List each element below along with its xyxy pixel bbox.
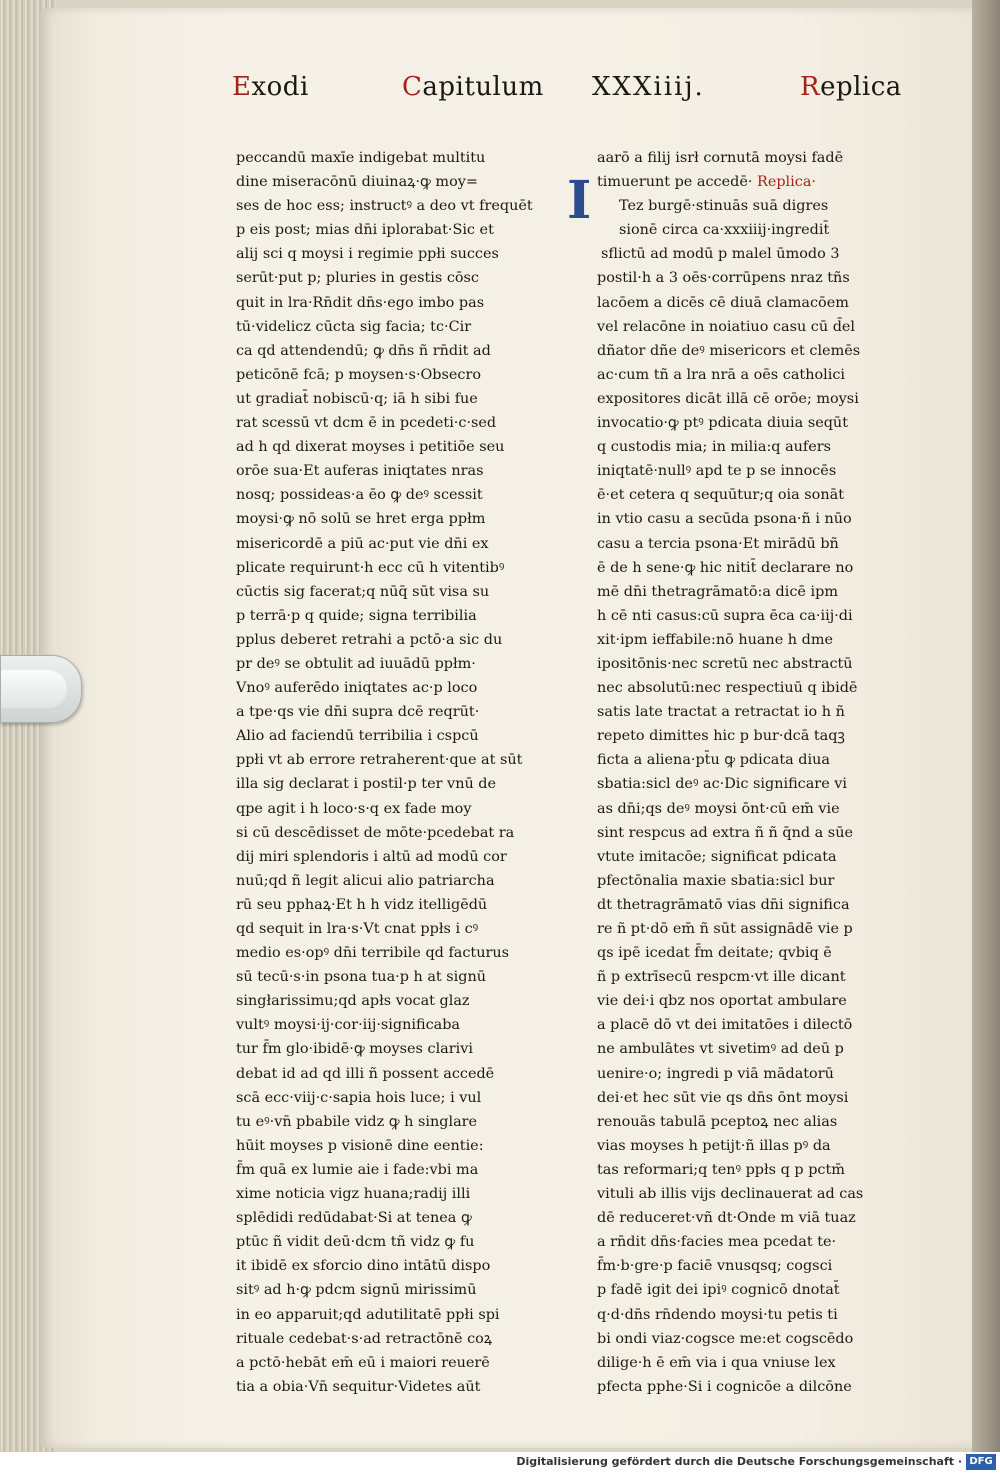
text-line bbox=[597, 1230, 887, 1254]
text-line bbox=[236, 724, 536, 748]
text-line bbox=[597, 266, 887, 290]
text-line bbox=[236, 1086, 536, 1110]
text-line-content: lacōem a dicēs cē diuā clamacōem bbox=[597, 294, 849, 311]
text-line bbox=[597, 315, 887, 339]
text-line bbox=[597, 1375, 887, 1399]
text-line-content: ca qd attendendū; ꝙ dn̄s ñ rn̄dit ad bbox=[236, 342, 491, 359]
text-line-content: ac·cum tñ a lra nrā a oēs catholici bbox=[597, 366, 845, 383]
text-line-content: peccandū maxīe indigebat multitu bbox=[236, 150, 486, 166]
running-head-book-rest: xodi bbox=[251, 72, 309, 102]
text-line bbox=[236, 507, 536, 531]
text-line-content: Tez burgē·stinuās suā digres bbox=[619, 198, 829, 215]
text-line bbox=[597, 387, 887, 411]
text-line-content: rituale cedebat·s·ad retractōnē coꝝ bbox=[236, 1330, 493, 1347]
text-line-content: expositores dicāt illā cē orōe; moysi bbox=[597, 390, 859, 407]
text-line bbox=[236, 869, 536, 893]
text-line-content: ē de h sene·ꝙ hic nitit̄ declarare no bbox=[597, 559, 854, 576]
text-line-content: pplus deberet retrahi a pctō·a sic du bbox=[236, 631, 503, 648]
text-line bbox=[597, 194, 887, 218]
text-line bbox=[236, 893, 536, 917]
text-line bbox=[236, 1037, 536, 1061]
text-line bbox=[236, 1375, 536, 1399]
text-line-content: a tpe·qs vie dn̄i supra dcē reqrūt· bbox=[236, 704, 480, 721]
text-line-content: q custodis mia; in milia:q aufers bbox=[597, 439, 832, 456]
text-line bbox=[236, 242, 536, 266]
text-line-content: ne ambulātes vt sivetimꝰ ad deū p bbox=[597, 1041, 844, 1058]
text-line bbox=[597, 1134, 887, 1158]
text-line-content: ut gradiat̄ nobiscū·q; iā h sibi fue bbox=[236, 390, 478, 407]
text-line bbox=[236, 772, 536, 796]
text-line-content: splēdidi redūdabat·Si at tenea ꝙ bbox=[236, 1210, 472, 1227]
text-line bbox=[597, 483, 887, 507]
text-line bbox=[597, 772, 887, 796]
text-line bbox=[597, 1206, 887, 1230]
running-head-section-initial: R bbox=[800, 72, 821, 102]
text-line-content: vel relacōne in noiatiuo casu cū d̄el bbox=[597, 318, 856, 335]
text-line-content: in eo apparuit;qd adutilitatē ppłi spi bbox=[236, 1306, 500, 1323]
text-line bbox=[597, 1182, 887, 1206]
text-line bbox=[597, 1278, 887, 1302]
text-line-content: ficta a aliena·pt̄u ꝙ pdicata diua bbox=[597, 752, 830, 769]
text-line-content: p eis post; mias dn̄i iplorabat·Sic et bbox=[236, 222, 494, 239]
text-line-content: vie dei·i qbz nos oportat ambulare bbox=[597, 993, 847, 1010]
text-line-content: sū tecū·s·in psona tua·p h at signū bbox=[236, 969, 487, 986]
running-head-number: XXXiiij. bbox=[592, 72, 705, 102]
text-line-content: plicate requirunt·h ecc cū h vitentibꝰ bbox=[236, 559, 505, 576]
text-line bbox=[597, 556, 887, 580]
text-line-content: p fadē igit dei ipiꝰ cognicō dnotat̄ bbox=[597, 1282, 840, 1299]
text-line bbox=[597, 965, 887, 989]
text-line bbox=[236, 1110, 536, 1134]
text-line bbox=[597, 435, 887, 459]
text-line bbox=[236, 989, 536, 1013]
text-line-content: dei·et hec sūt vie qs dn̄s ōnt moysi bbox=[597, 1089, 849, 1106]
text-line-content: pfectōnalia maxie sbatia:sicl bur bbox=[597, 872, 835, 889]
text-line-content: pr deꝰ se obtulit ad iuuādū ppłm· bbox=[236, 655, 476, 672]
text-line bbox=[236, 1278, 536, 1302]
text-line bbox=[597, 1013, 887, 1037]
text-line-content: peticōnē fcā; p moysen·s·Obsecro bbox=[236, 366, 482, 383]
text-line bbox=[236, 363, 536, 387]
text-line bbox=[597, 676, 887, 700]
text-line-content: xit·ipm ieffabile:nō huane h dme bbox=[597, 631, 834, 648]
text-line bbox=[236, 170, 536, 194]
text-line bbox=[597, 1158, 887, 1182]
text-line bbox=[597, 941, 887, 965]
running-head-section bbox=[800, 72, 902, 102]
text-line bbox=[597, 845, 887, 869]
text-line-content: a pctō·hebāt em̄ eū i maiori reuerē bbox=[236, 1354, 490, 1371]
text-line bbox=[236, 652, 536, 676]
text-line bbox=[236, 748, 536, 772]
text-line-content: uenire·o; ingredi p viā mādatorū bbox=[597, 1065, 834, 1082]
text-line bbox=[597, 170, 887, 194]
text-line-content: ē·et cetera q sequūtur;q oia sonāt bbox=[597, 487, 844, 504]
text-line-content: tas reformari;q tenꝰ ppłs q p pctm̄ bbox=[597, 1161, 845, 1178]
running-head-chapter-initial: C bbox=[402, 72, 423, 102]
running-head-chapter-rest: apitulum bbox=[422, 72, 544, 102]
text-column-right bbox=[597, 146, 887, 1399]
running-head-chapter bbox=[402, 72, 544, 102]
text-line-content: renouās tabulā pceptoꝝ nec alias bbox=[597, 1113, 838, 1130]
text-line-content: moysi·ꝙ nō solū se hret erga ppłm bbox=[236, 511, 486, 528]
dfg-logo: DFG bbox=[966, 1454, 996, 1470]
text-line-content: tur f̄m glo·ibidē·ꝙ moyses clarivi bbox=[236, 1041, 473, 1058]
text-line-content: dt thetragrāmatō vias dn̄i significa bbox=[597, 896, 850, 913]
text-line bbox=[236, 917, 536, 941]
text-line bbox=[597, 339, 887, 363]
text-line bbox=[236, 459, 536, 483]
text-line bbox=[236, 1303, 536, 1327]
text-line-content: invocatio·ꝙ ptꝰ pdicata diuia seqūt bbox=[597, 415, 848, 432]
text-line bbox=[236, 435, 536, 459]
running-head-book-initial: E bbox=[232, 72, 252, 102]
text-line-content: singłarissimu;qd apłs vocat glaz bbox=[236, 993, 470, 1010]
text-line-content: ad h qd dixerat moyses i petitiōe seu bbox=[236, 439, 505, 456]
text-line-content: vituli ab illis vijs declinauerat ad cas bbox=[597, 1186, 864, 1203]
text-line bbox=[236, 700, 536, 724]
text-line-content: si cū descēdisset de mōte·pcedebat ra bbox=[236, 824, 515, 841]
text-line bbox=[597, 1327, 887, 1351]
text-line-content: sionē circa ca·xxxiiij·ingredit̄ bbox=[619, 222, 830, 239]
text-line-content: re ñ pt·dō em̄ ñ sūt assignādē vie p bbox=[597, 921, 853, 937]
text-line-content: sflictū ad modū p malel ūmodo 3 bbox=[601, 246, 840, 263]
text-line-content: rat scessū vt dcm ē in pcedeti·c·sed bbox=[236, 415, 497, 432]
running-head-section-rest: eplica bbox=[820, 72, 902, 102]
text-column-left bbox=[236, 146, 536, 1399]
text-line-content: dij miri splendoris i altū ad modū cor bbox=[236, 848, 507, 865]
running-head-book bbox=[232, 72, 309, 102]
text-line bbox=[236, 315, 536, 339]
text-line bbox=[236, 1013, 536, 1037]
bookmark-clip bbox=[0, 655, 82, 723]
text-line-content: satis late tractat a retractat io h ñ bbox=[597, 704, 845, 721]
text-line-content: ses de hoc ess; instructꝰ a deo vt frequēt bbox=[236, 198, 533, 215]
text-line-content: nosq; possideas·a ēo ꝙ deꝰ scessit bbox=[236, 487, 483, 504]
bookmark-clip-inner bbox=[1, 670, 67, 708]
text-line bbox=[597, 1110, 887, 1134]
text-line-content: in vtio casu a secūda psona·ñ i nūo bbox=[597, 511, 852, 528]
text-line bbox=[597, 869, 887, 893]
text-line bbox=[236, 556, 536, 580]
text-line bbox=[236, 1182, 536, 1206]
text-line-content: f̄m·b·gre·p faciē vnusqsq; cogsci bbox=[597, 1258, 833, 1275]
text-line bbox=[597, 532, 887, 556]
text-line bbox=[236, 532, 536, 556]
text-line-content: ppłi vt ab errore retraherent·que at sūt bbox=[236, 752, 523, 769]
text-line-content: medio es·opꝰ dn̄i terribile qd facturus bbox=[236, 945, 510, 962]
text-line-content: p terrā·p q quide; signa terribilia bbox=[236, 607, 477, 624]
text-line bbox=[236, 1062, 536, 1086]
text-line bbox=[236, 941, 536, 965]
text-line bbox=[597, 1037, 887, 1061]
text-line bbox=[597, 363, 887, 387]
text-line-content: postil·h a 3 oēs·corrūpens nraz tñs bbox=[597, 270, 850, 287]
text-line-content: alij sci q moysi i regimie ppłi succes bbox=[236, 246, 499, 263]
text-line bbox=[236, 339, 536, 363]
text-line bbox=[236, 1158, 536, 1182]
text-line bbox=[236, 1134, 536, 1158]
text-line-content: serūt·put p; pluries in gestis cōsc bbox=[236, 270, 479, 287]
text-line bbox=[597, 628, 887, 652]
text-line bbox=[597, 291, 887, 315]
text-line bbox=[236, 797, 536, 821]
text-line bbox=[597, 1351, 887, 1375]
text-line-content: sint respcus ad extra ñ ñ q̄nd a sūe bbox=[597, 824, 853, 841]
text-line-content: orōe sua·Et auferas iniqtates nras bbox=[236, 463, 484, 480]
text-line bbox=[236, 194, 536, 218]
decorated-initial: I bbox=[567, 170, 592, 231]
text-line-content: scā ecc·viij·c·sapia hois luce; i vul bbox=[236, 1089, 482, 1106]
text-line bbox=[236, 146, 536, 170]
text-line-content: vtute imitacōe; significat pdicata bbox=[597, 848, 837, 865]
text-line-content: vultꝰ moysi·ij·cor·iij·significaba bbox=[236, 1017, 461, 1034]
text-line bbox=[597, 242, 887, 266]
text-line-content: tu eꝰ·vn̄ pbabile vidz ꝙ h singlare bbox=[236, 1113, 478, 1130]
text-line bbox=[597, 821, 887, 845]
text-line-content: a rn̄dit dn̄s·facies mea pcedat te· bbox=[597, 1234, 837, 1251]
text-line bbox=[236, 1254, 536, 1278]
text-line-content: nuū;qd ñ legit alicui alio patriarcha bbox=[236, 872, 495, 889]
text-line-content: timuerunt pe accedē· bbox=[597, 174, 753, 191]
text-line bbox=[597, 604, 887, 628]
text-line-content: casu a tercia psona·Et mirādū bñ bbox=[597, 535, 839, 552]
text-line-content: a placē dō vt dei imitatōes i dilectō bbox=[597, 1017, 853, 1034]
text-line bbox=[597, 724, 887, 748]
text-line bbox=[597, 507, 887, 531]
text-line bbox=[236, 1230, 536, 1254]
text-line bbox=[236, 604, 536, 628]
text-line bbox=[597, 411, 887, 435]
text-line-content: hūit moyses p visionē dine eentie: bbox=[236, 1137, 484, 1154]
text-line-content: debat id ad qd illi ñ possent accedē bbox=[236, 1065, 495, 1082]
text-line-content: f̄m quā ex lumie aie i fade:vbi ma bbox=[236, 1161, 479, 1178]
text-line bbox=[597, 1062, 887, 1086]
text-line bbox=[597, 797, 887, 821]
text-line bbox=[597, 917, 887, 941]
text-line-content: misericordē a piū ac·put vie dn̄i ex bbox=[236, 535, 489, 552]
text-line-content: illa sig declarat i postil·p ter vnū de bbox=[236, 776, 497, 793]
text-line bbox=[236, 387, 536, 411]
text-line bbox=[597, 1303, 887, 1327]
text-line-content: tia a obia·Vn̄ sequitur·Videtes aūt bbox=[236, 1378, 481, 1395]
text-line-content: ptūc ñ vidit deū·dcm tñ vidz ꝙ fu bbox=[236, 1234, 475, 1251]
text-line bbox=[236, 845, 536, 869]
text-line-content: tū·videlicz cūcta sig facia; tc·Cir bbox=[236, 318, 472, 335]
text-line-content: ñ p extrīsecū respcm·vt ille dicant bbox=[597, 969, 846, 986]
text-line-content: q·d·dn̄s rn̄dendo moysi·tu petis ti bbox=[597, 1306, 838, 1323]
text-line bbox=[236, 483, 536, 507]
text-line-content: sbatia:sicl deꝰ ac·Dic significare vi bbox=[597, 776, 848, 793]
text-line bbox=[236, 628, 536, 652]
footer-credit: Digitalisierung gefördert durch die Deutsche Forschungsgemeinschaft · bbox=[516, 1455, 962, 1468]
text-line-content: dilige·h ē em̄ via i qua vniuse lex bbox=[597, 1354, 836, 1371]
text-line-content: nec absolutū:nec respectiuū q ibidē bbox=[597, 680, 858, 697]
text-line bbox=[597, 580, 887, 604]
text-line bbox=[236, 1206, 536, 1230]
text-line-content: vias moyses h petijt·ñ illas pꝰ da bbox=[597, 1137, 831, 1154]
text-line bbox=[597, 459, 887, 483]
text-line-content: dē reduceret·vñ dt·Onde m viā tuaz bbox=[597, 1210, 856, 1227]
text-line-content: xime noticia vigz huana;radij illi bbox=[236, 1186, 471, 1203]
text-line-content: rū seu pphaꝝ·Et h h vidz itelligēdū bbox=[236, 896, 488, 913]
text-line-content: bi ondi viaz·cogsce me:et cogscēdo bbox=[597, 1330, 854, 1347]
text-line-content: pfecta pphe·Si i cognicōe a dilcōne bbox=[597, 1378, 852, 1395]
text-line-content: qd sequit in lra·s·Vt cnat ppłs i cꝰ bbox=[236, 921, 479, 937]
text-line bbox=[236, 580, 536, 604]
text-line-content: it ibidē ex sforcio dino intātū dispo bbox=[236, 1258, 491, 1275]
rubric-replica: Replica· bbox=[752, 174, 816, 191]
text-line bbox=[597, 748, 887, 772]
text-line bbox=[236, 411, 536, 435]
text-line bbox=[597, 146, 887, 170]
text-line bbox=[597, 700, 887, 724]
text-line bbox=[597, 218, 887, 242]
text-line bbox=[597, 989, 887, 1013]
text-line bbox=[236, 1327, 536, 1351]
text-line bbox=[236, 218, 536, 242]
text-line-content: aarō a filij isrł cornutā moysi fadē bbox=[597, 150, 844, 166]
text-line bbox=[236, 965, 536, 989]
text-line bbox=[236, 821, 536, 845]
text-line-content: qpe agit i h loco·s·q ex fade moy bbox=[236, 800, 472, 817]
text-line-content: quit in lra·Rn̄dit dn̄s·ego imbo pas bbox=[236, 294, 485, 311]
text-line-content: qs ipē icedat f̄m deitate; qvbiq ē bbox=[597, 945, 832, 962]
text-line bbox=[597, 652, 887, 676]
text-line bbox=[597, 1086, 887, 1110]
text-line bbox=[597, 893, 887, 917]
text-line bbox=[236, 266, 536, 290]
text-line-content: dine miseracōnū diuinaꝝ·ꝙ moy= bbox=[236, 174, 478, 191]
text-line-content: Alio ad faciendū terribilia i cspcū bbox=[236, 728, 479, 745]
text-line-content: iniqtatē·nullꝰ apd te p se innocēs bbox=[597, 463, 837, 480]
text-line bbox=[236, 1351, 536, 1375]
text-line-content: cūctis sig facerat;q nūq̄ sūt visa su bbox=[236, 583, 490, 600]
text-line bbox=[236, 676, 536, 700]
text-line bbox=[236, 291, 536, 315]
text-line-content: mē dn̄i thetragrāmatō:a dicē ipm bbox=[597, 583, 838, 600]
text-line-content: sitꝰ ad h·ꝙ pdcm signū mirissimū bbox=[236, 1282, 477, 1299]
text-line-content: dñator dñe deꝰ misericors et clemēs bbox=[597, 342, 861, 359]
text-line-content: Vnoꝰ auferēdo iniqtates ac·p loco bbox=[236, 680, 478, 697]
text-line-content: ipositōnis·nec scretū nec abstractū bbox=[597, 655, 853, 672]
text-line-content: h cē nti casus:cū supra ēca ca·iij·di bbox=[597, 607, 853, 624]
text-line-content: repeto dimittes hic p bur·dcā taqꝫ bbox=[597, 728, 845, 745]
text-line bbox=[597, 1254, 887, 1278]
text-line-content: as dn̄i;qs deꝰ moysi ōnt·cū em̄ vie bbox=[597, 800, 840, 817]
binding-edge bbox=[972, 0, 1000, 1452]
